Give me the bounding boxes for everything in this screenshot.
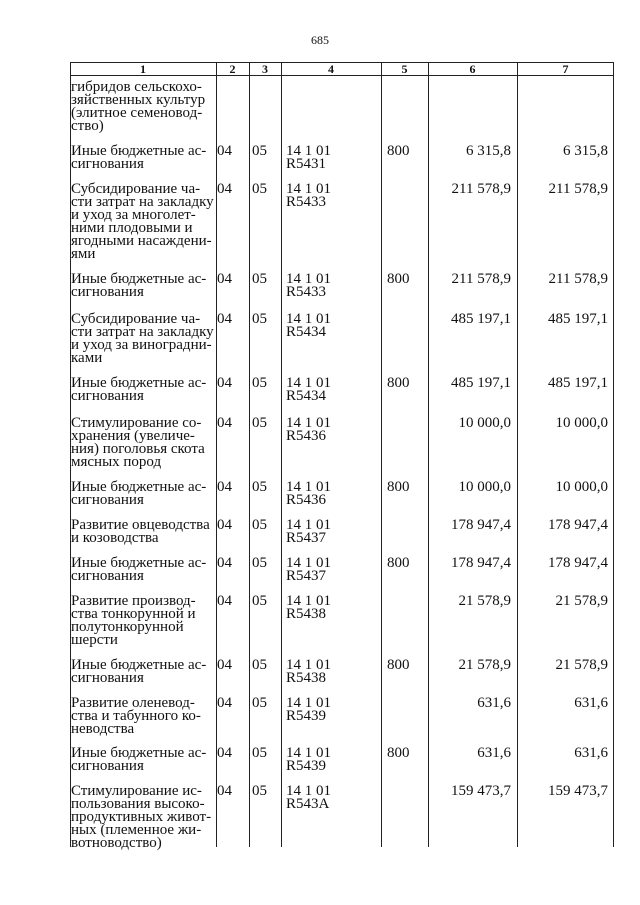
- subsection-code-line: 05: [252, 657, 267, 673]
- subsection-code-line: 05: [252, 479, 267, 495]
- item-name: [71, 311, 214, 366]
- expense-type-code: [387, 481, 427, 494]
- amount-col-7: [536, 557, 608, 570]
- expense-type-code: [387, 747, 427, 760]
- column-header-4: 4: [328, 62, 334, 76]
- amount-col-7: [536, 377, 608, 390]
- item-name-line: Иные бюджетные ас-: [71, 271, 207, 287]
- item-name-line: сигнования: [71, 670, 144, 686]
- section-code: [217, 183, 247, 196]
- expense-type-code: [387, 273, 427, 286]
- item-name-line: сти затрат на закладку: [71, 194, 214, 210]
- target-article-code: [286, 785, 376, 811]
- item-name-line: ство): [71, 118, 104, 134]
- item-name-line: ними плодовыми и: [71, 220, 193, 236]
- column-header-6: 6: [469, 62, 476, 76]
- amount-col-6-line: 485 197,1: [451, 375, 511, 391]
- subsection-code-line: 05: [252, 555, 267, 571]
- target-article-code-line: 14 1 01: [286, 271, 331, 287]
- amount-col-7: [536, 313, 608, 326]
- item-name: [71, 519, 211, 545]
- section-code-line: 04: [217, 517, 232, 533]
- target-article-code-line: R5433: [286, 194, 327, 210]
- page-number: 685: [311, 33, 329, 47]
- amount-col-6: [443, 183, 511, 196]
- item-name-line: ства и табунного ко-: [71, 708, 201, 724]
- column-header-1: 1: [140, 62, 146, 76]
- item-name-line: сигнования: [71, 758, 144, 774]
- amount-col-7-line: 178 947,4: [548, 555, 608, 571]
- section-code: [217, 785, 247, 798]
- target-article-code-line: R5434: [286, 324, 327, 340]
- column-header-5: 5: [401, 62, 408, 76]
- subsection-code: [252, 747, 282, 760]
- section-code: [217, 747, 247, 760]
- subsection-code-line: 05: [252, 271, 267, 287]
- expense-type-code-line: 800: [387, 745, 410, 761]
- subsection-code-line: 05: [252, 517, 267, 533]
- target-article-code-line: R5433: [286, 284, 327, 300]
- column-divider: [281, 63, 282, 847]
- target-article-code-line: 14 1 01: [286, 415, 331, 431]
- item-name-line: Субсидирование ча-: [71, 181, 201, 197]
- item-name-line: и уход за многолет-: [71, 207, 196, 223]
- item-name-line: и уход за виноградни-: [71, 337, 212, 353]
- target-article-code: [286, 519, 376, 545]
- item-name: [71, 377, 211, 403]
- section-code-line: 04: [217, 415, 232, 431]
- target-article-code-line: R5434: [286, 388, 327, 404]
- amount-col-6-line: 178 947,4: [451, 517, 511, 533]
- item-name: [71, 785, 211, 850]
- item-name-line: вотноводство): [71, 835, 162, 851]
- expense-type-code-line: 800: [387, 271, 410, 287]
- amount-col-7-line: 631,6: [574, 745, 608, 761]
- item-name: [71, 747, 211, 773]
- section-code-line: 04: [217, 593, 232, 609]
- amount-col-6: [443, 785, 511, 798]
- target-article-code: [286, 417, 376, 443]
- amount-col-7: [536, 595, 608, 608]
- item-name-line: Иные бюджетные ас-: [71, 745, 207, 761]
- budget-table: [70, 62, 614, 851]
- target-article-code-line: 14 1 01: [286, 143, 331, 159]
- section-code: [217, 481, 247, 494]
- target-article-code-line: 14 1 01: [286, 181, 331, 197]
- subsection-code-line: 05: [252, 181, 267, 197]
- section-code-line: 04: [217, 375, 232, 391]
- amount-col-7-line: 21 578,9: [555, 657, 608, 673]
- item-name: [71, 481, 211, 507]
- amount-col-6: [443, 417, 511, 430]
- target-article-code-line: 14 1 01: [286, 657, 331, 673]
- subsection-code: [252, 481, 282, 494]
- target-article-code: [286, 747, 376, 773]
- amount-col-7-line: 159 473,7: [548, 783, 608, 799]
- subsection-code: [252, 145, 282, 158]
- expense-type-code-line: 800: [387, 375, 410, 391]
- subsection-code-line: 05: [252, 783, 267, 799]
- item-name-line: ями: [71, 246, 96, 262]
- target-article-code: [286, 557, 376, 583]
- subsection-code: [252, 183, 282, 196]
- column-divider: [381, 63, 382, 847]
- target-article-code: [286, 659, 376, 685]
- expense-type-code-line: 800: [387, 555, 410, 571]
- item-name-line: шерсти: [71, 632, 118, 648]
- subsection-code: [252, 785, 282, 798]
- amount-col-7-line: 485 197,1: [548, 375, 608, 391]
- amount-col-6: [443, 747, 511, 760]
- item-name-line: сти затрат на закладку: [71, 324, 214, 340]
- column-divider: [613, 63, 614, 847]
- amount-col-7: [536, 183, 608, 196]
- amount-col-6: [443, 273, 511, 286]
- amount-col-7: [536, 747, 608, 760]
- amount-col-7: [536, 481, 608, 494]
- amount-col-7-line: 485 197,1: [548, 311, 608, 327]
- item-name-line: сигнования: [71, 156, 144, 172]
- subsection-code: [252, 697, 282, 710]
- amount-col-7: [536, 659, 608, 672]
- column-divider: [428, 63, 429, 847]
- section-code: [217, 377, 247, 390]
- subsection-code: [252, 273, 282, 286]
- item-name-line: пользования высоко-: [71, 796, 205, 812]
- item-name-line: Развитие оленевод-: [71, 695, 195, 711]
- item-name: [71, 417, 211, 469]
- amount-col-6-line: 485 197,1: [451, 311, 511, 327]
- item-name-line: сигнования: [71, 568, 144, 584]
- column-header-7: 7: [562, 62, 569, 76]
- item-name-line: Иные бюджетные ас-: [71, 555, 207, 571]
- section-code: [217, 273, 247, 286]
- expense-type-code: [387, 377, 427, 390]
- item-name-line: Иные бюджетные ас-: [71, 143, 207, 159]
- amount-col-7: [536, 519, 608, 532]
- section-code-line: 04: [217, 311, 232, 327]
- item-name-line: ками: [71, 350, 103, 366]
- subsection-code-line: 05: [252, 593, 267, 609]
- table-header: [70, 63, 614, 76]
- column-divider: [249, 63, 250, 847]
- item-name-line: Иные бюджетные ас-: [71, 657, 207, 673]
- target-article-code-line: 14 1 01: [286, 517, 331, 533]
- item-name-line: ства тонкорунной и: [71, 606, 196, 622]
- amount-col-6-line: 631,6: [477, 745, 511, 761]
- target-article-code-line: R5437: [286, 530, 327, 546]
- target-article-code-line: R5437: [286, 568, 327, 584]
- amount-col-7: [536, 417, 608, 430]
- amount-col-7-line: 10 000,0: [555, 479, 608, 495]
- target-article-code-line: R543A: [286, 796, 330, 812]
- amount-col-6-line: 178 947,4: [451, 555, 511, 571]
- amount-col-6-line: 159 473,7: [451, 783, 511, 799]
- target-article-code-line: 14 1 01: [286, 783, 331, 799]
- item-name-line: ния) поголовья скота: [71, 441, 205, 457]
- amount-col-6: [443, 481, 511, 494]
- subsection-code-line: 05: [252, 415, 267, 431]
- section-code-line: 04: [217, 783, 232, 799]
- amount-col-7: [536, 697, 608, 710]
- subsection-code: [252, 557, 282, 570]
- subsection-code-line: 05: [252, 745, 267, 761]
- item-name-line: Стимулирование со-: [71, 415, 202, 431]
- item-name-line: ягодными насаждени-: [71, 233, 212, 249]
- item-name-line: гибридов сельскохо-: [71, 79, 202, 95]
- amount-col-7: [536, 145, 608, 158]
- target-article-code: [286, 377, 376, 403]
- amount-col-7-line: 631,6: [574, 695, 608, 711]
- item-name-line: Стимулирование ис-: [71, 783, 202, 799]
- target-article-code-line: R5438: [286, 606, 327, 622]
- target-article-code-line: R5436: [286, 492, 327, 508]
- section-code: [217, 417, 247, 430]
- amount-col-6: [443, 145, 511, 158]
- section-code-line: 04: [217, 745, 232, 761]
- item-name-line: сигнования: [71, 284, 144, 300]
- section-code: [217, 595, 247, 608]
- amount-col-6-line: 6 315,8: [466, 143, 511, 159]
- amount-col-6-line: 21 578,9: [458, 593, 511, 609]
- section-code: [217, 313, 247, 326]
- item-name-line: хранения (увеличе-: [71, 428, 195, 444]
- amount-col-6-line: 10 000,0: [458, 479, 511, 495]
- amount-col-6: [443, 697, 511, 710]
- item-name-line: Развитие овцеводства: [71, 517, 210, 533]
- amount-col-7-line: 10 000,0: [555, 415, 608, 431]
- item-name-line: и козоводства: [71, 530, 159, 546]
- item-name-line: сигнования: [71, 388, 144, 404]
- expense-type-code-line: 800: [387, 479, 410, 495]
- subsection-code: [252, 417, 282, 430]
- amount-col-6-line: 211 578,9: [451, 271, 511, 287]
- subsection-code-line: 05: [252, 375, 267, 391]
- target-article-code: [286, 481, 376, 507]
- amount-col-7: [536, 785, 608, 798]
- item-name: [71, 145, 211, 171]
- target-article-code-line: 14 1 01: [286, 593, 331, 609]
- amount-col-6-line: 21 578,9: [458, 657, 511, 673]
- expense-type-code-line: 800: [387, 657, 410, 673]
- item-name-line: мясных пород: [71, 454, 162, 470]
- item-name-line: Иные бюджетные ас-: [71, 479, 207, 495]
- amount-col-7: [536, 273, 608, 286]
- expense-type-code: [387, 145, 427, 158]
- section-code: [217, 557, 247, 570]
- target-article-code-line: R5439: [286, 758, 327, 774]
- amount-col-6: [443, 557, 511, 570]
- target-article-code-line: 14 1 01: [286, 479, 331, 495]
- section-code-line: 04: [217, 657, 232, 673]
- column-header-3: 3: [262, 62, 268, 76]
- amount-col-7-line: 21 578,9: [555, 593, 608, 609]
- subsection-code: [252, 595, 282, 608]
- amount-col-7-line: 6 315,8: [563, 143, 608, 159]
- amount-col-6: [443, 377, 511, 390]
- amount-col-6: [443, 659, 511, 672]
- amount-col-6-line: 631,6: [477, 695, 511, 711]
- item-name-line: сигнования: [71, 492, 144, 508]
- section-code-line: 04: [217, 143, 232, 159]
- amount-col-7-line: 211 578,9: [548, 181, 608, 197]
- section-code-line: 04: [217, 695, 232, 711]
- item-name-line: Иные бюджетные ас-: [71, 375, 207, 391]
- subsection-code-line: 05: [252, 143, 267, 159]
- item-name-line: продуктивных живот-: [71, 809, 212, 825]
- target-article-code: [286, 273, 376, 299]
- amount-col-6: [443, 595, 511, 608]
- amount-col-6-line: 211 578,9: [451, 181, 511, 197]
- target-article-code-line: 14 1 01: [286, 745, 331, 761]
- item-name-line: Развитие производ-: [71, 593, 196, 609]
- subsection-code: [252, 377, 282, 390]
- section-code: [217, 519, 247, 532]
- target-article-code: [286, 697, 376, 723]
- target-article-code: [286, 595, 376, 621]
- item-name: [71, 697, 211, 736]
- column-divider: [517, 63, 518, 847]
- item-name-line: полутонкорунной: [71, 619, 184, 635]
- subsection-code: [252, 659, 282, 672]
- item-name-line: неводства: [71, 721, 135, 737]
- amount-col-7-line: 211 578,9: [548, 271, 608, 287]
- item-name: [71, 557, 211, 583]
- section-code-line: 04: [217, 271, 232, 287]
- expense-type-code-line: 800: [387, 143, 410, 159]
- subsection-code-line: 05: [252, 695, 267, 711]
- expense-type-code: [387, 557, 427, 570]
- item-name: [71, 181, 214, 262]
- target-article-code: [286, 313, 376, 339]
- item-name: [71, 595, 211, 647]
- target-article-code-line: R5439: [286, 708, 327, 724]
- item-name-line: ных (племенное жи-: [71, 822, 202, 838]
- expense-type-code: [387, 659, 427, 672]
- section-code: [217, 659, 247, 672]
- target-article-code: [286, 145, 376, 171]
- target-article-code-line: 14 1 01: [286, 695, 331, 711]
- section-code-line: 04: [217, 555, 232, 571]
- amount-col-7-line: 178 947,4: [548, 517, 608, 533]
- item-name: [71, 659, 211, 685]
- column-header-2: 2: [229, 62, 236, 76]
- item-name-line: зяйственных культур: [71, 92, 206, 108]
- amount-col-6: [443, 519, 511, 532]
- target-article-code-line: 14 1 01: [286, 375, 331, 391]
- section-code: [217, 145, 247, 158]
- subsection-code: [252, 313, 282, 326]
- item-name-line: (элитное семеновод-: [71, 105, 203, 121]
- target-article-code-line: R5436: [286, 428, 327, 444]
- amount-col-6: [443, 313, 511, 326]
- target-article-code-line: R5438: [286, 670, 327, 686]
- section-code: [217, 697, 247, 710]
- subsection-code-line: 05: [252, 311, 267, 327]
- amount-col-6-line: 10 000,0: [458, 415, 511, 431]
- target-article-code-line: R5431: [286, 156, 327, 172]
- target-article-code: [286, 183, 376, 209]
- subsection-code: [252, 519, 282, 532]
- section-code-line: 04: [217, 181, 232, 197]
- target-article-code-line: 14 1 01: [286, 555, 331, 571]
- item-name: [71, 81, 211, 133]
- section-code-line: 04: [217, 479, 232, 495]
- target-article-code-line: 14 1 01: [286, 311, 331, 327]
- item-name: [71, 273, 211, 299]
- item-name-line: Субсидирование ча-: [71, 311, 201, 327]
